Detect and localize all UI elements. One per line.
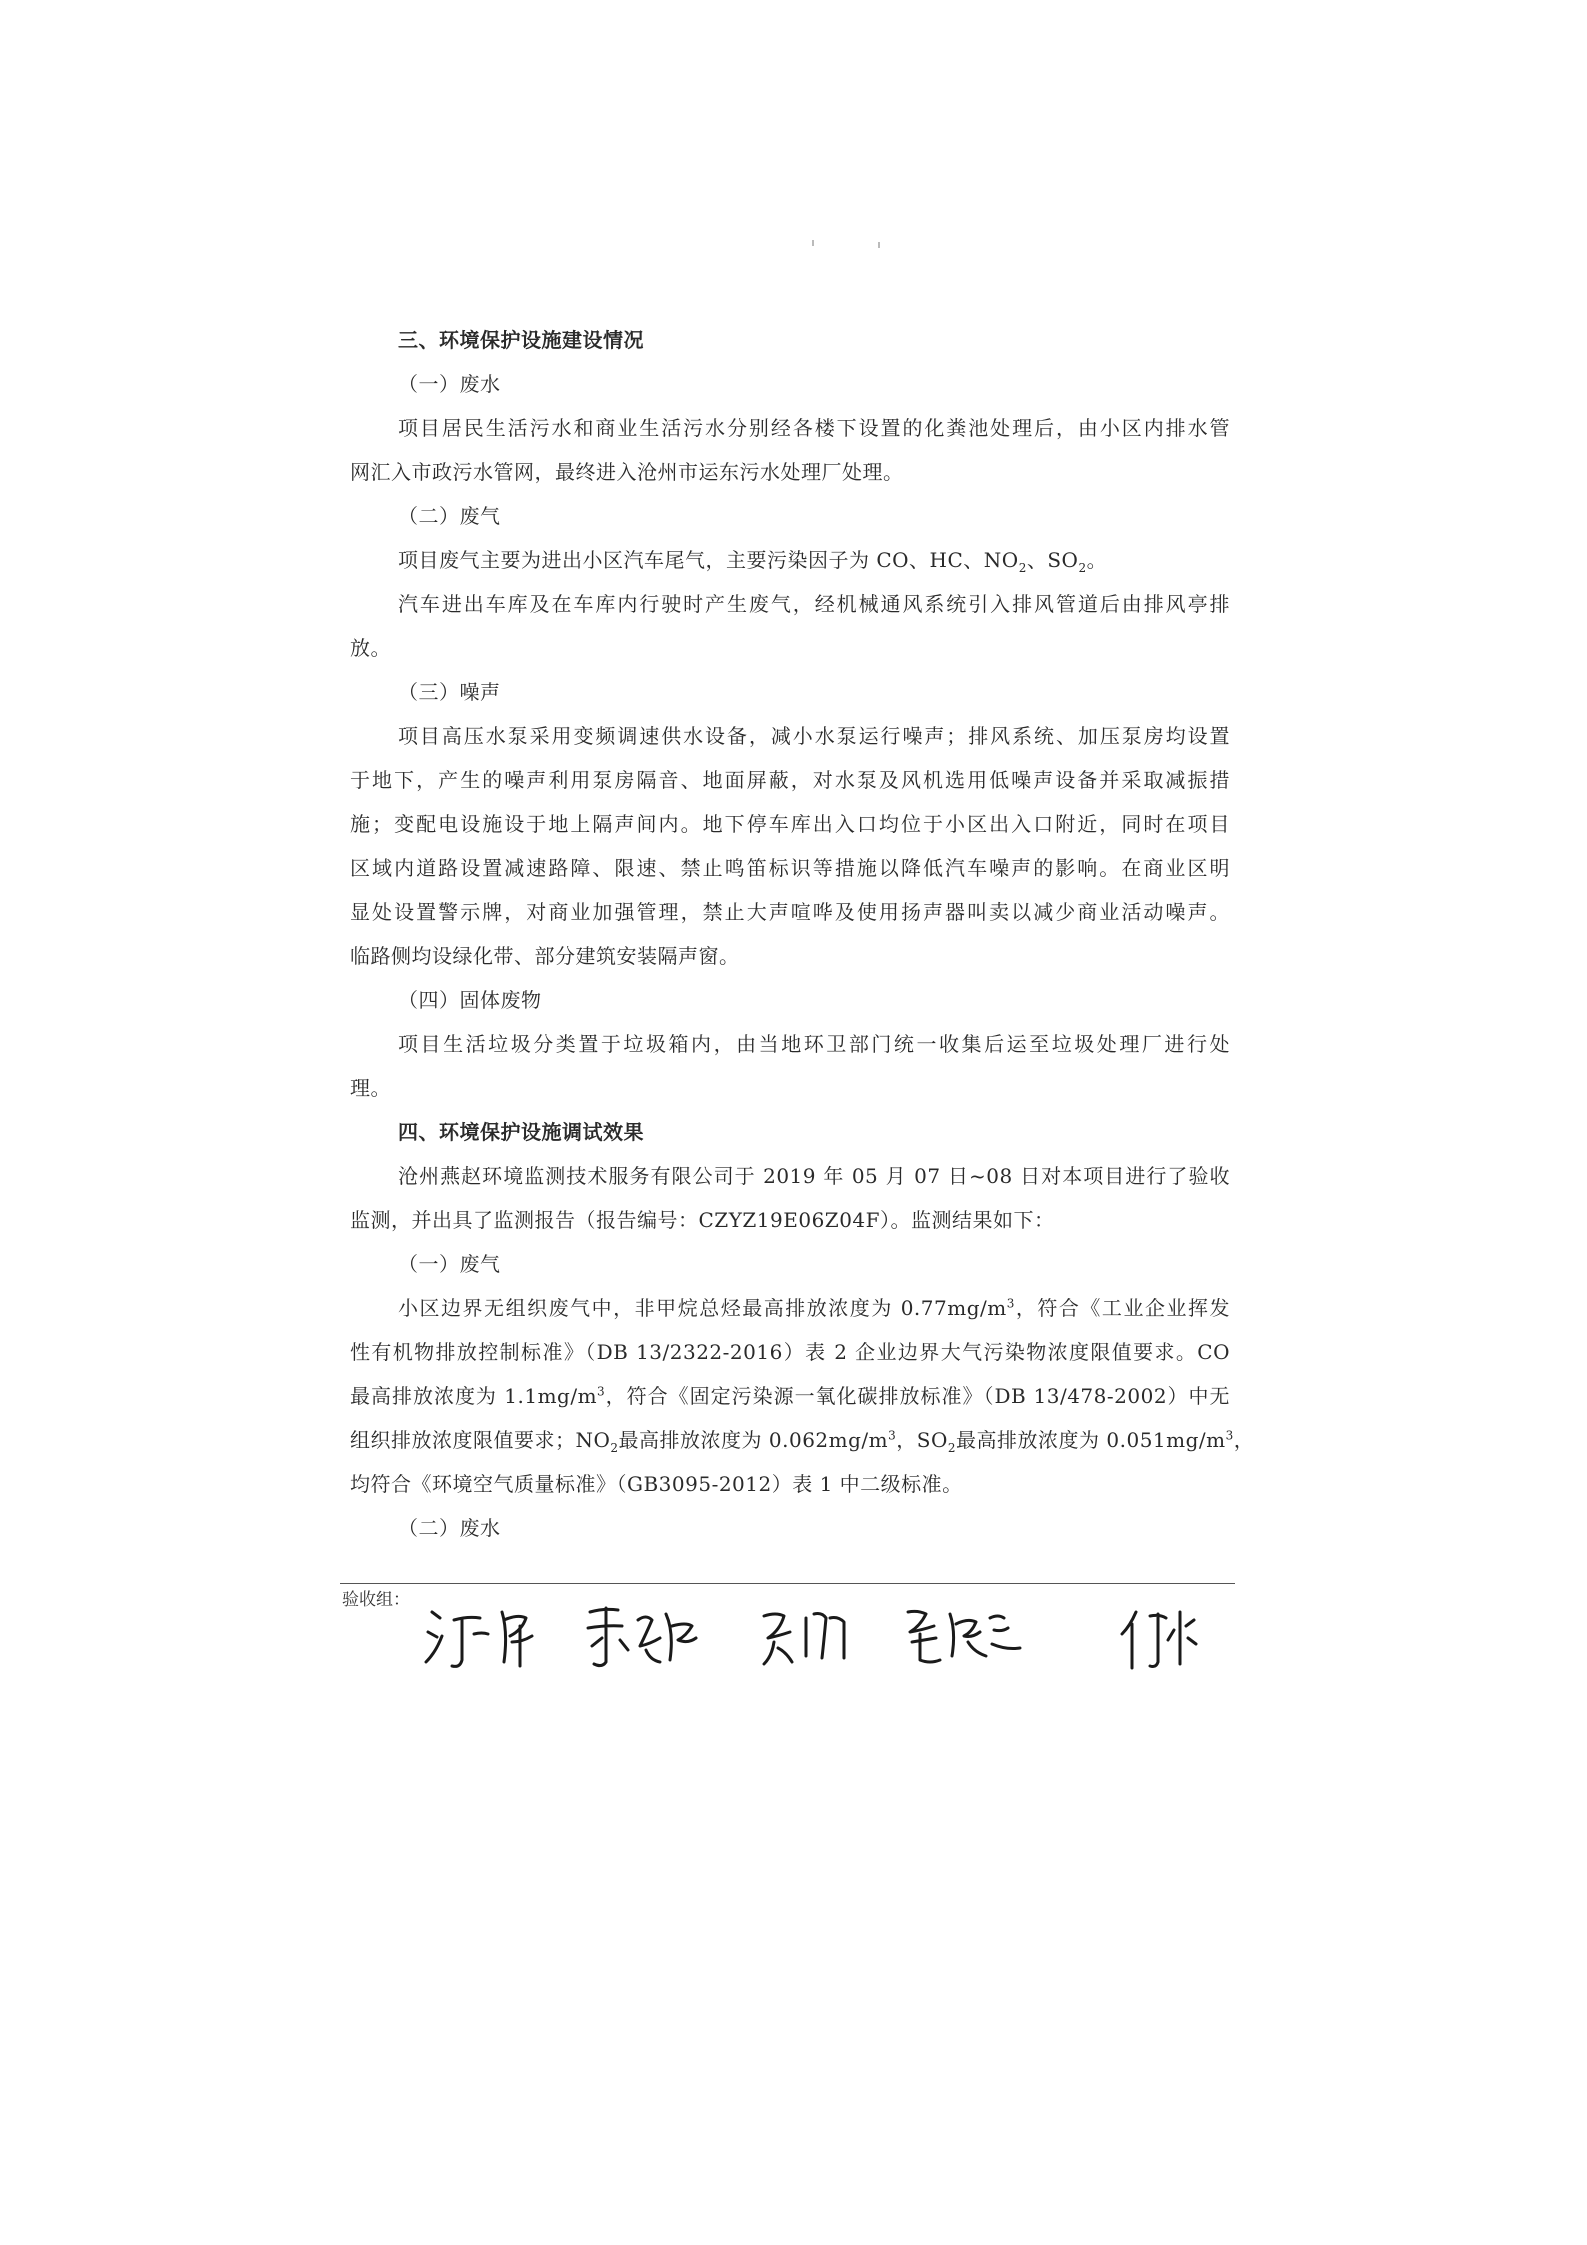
paragraph-line: 沧州燕赵环境监测技术服务有限公司于 2019 年 05 月 07 日~08 日对本项目进行了验收 xyxy=(398,1164,1230,1188)
subsection-wastewater: （一）废水 xyxy=(398,372,501,396)
signature-4 xyxy=(908,1611,1020,1662)
superscript: 3 xyxy=(597,1384,606,1399)
subsection-wastewater-results: （二）废水 xyxy=(398,1516,501,1540)
subscript: 2 xyxy=(1078,561,1087,575)
paragraph-line: 施；变配电设施设于地上隔声间内。地下停车库出入口均位于小区出入口附近，同时在项目 xyxy=(350,812,1230,836)
text-run: 最高排放浓度为 0.062mg/m xyxy=(618,1428,889,1452)
acceptance-group-label: 验收组： xyxy=(342,1590,410,1610)
signature-1 xyxy=(426,1612,532,1666)
superscript: 3 xyxy=(888,1428,897,1443)
subsection-exhaust-gas-results: （一）废气 xyxy=(398,1252,501,1276)
signature-2 xyxy=(588,1608,696,1666)
paragraph-line: 项目居民生活污水和商业生活污水分别经各楼下设置的化粪池处理后，由小区内排水管 xyxy=(398,416,1230,440)
paragraph-line: 放。 xyxy=(350,636,391,660)
paragraph-line: 性有机物排放控制标准》（DB 13/2322-2016）表 2 企业边界大气污染物浓度限值要求。CO xyxy=(350,1340,1230,1364)
text-run: 、SO xyxy=(1026,548,1079,572)
scan-artifact xyxy=(878,242,880,248)
paragraph-line: 显处设置警示牌，对商业加强管理，禁止大声喧哗及使用扬声器叫卖以减少商业活动噪声。 xyxy=(350,900,1230,924)
paragraph-line: 汽车进出车库及在车库内行驶时产生废气，经机械通风系统引入排风管道后由排风亭排 xyxy=(398,592,1230,616)
superscript: 3 xyxy=(1225,1428,1234,1443)
paragraph-line: 于地下，产生的噪声利用泵房隔音、地面屏蔽，对水泵及风机选用低噪声设备并采取减振措 xyxy=(350,768,1230,792)
text-run: 小区边界无组织废气中，非甲烷总烃最高排放浓度为 0.77mg/m xyxy=(398,1296,1007,1320)
text-run: ，符合《工业企业挥发 xyxy=(1014,1296,1231,1320)
text-run: 最高排放浓度为 0.051mg/m xyxy=(956,1428,1226,1452)
handwritten-signatures xyxy=(420,1590,1240,1680)
paragraph-line xyxy=(350,538,1230,582)
superscript: 3 xyxy=(1006,1296,1015,1311)
text-run: ，符合《固定污染源一氧化碳排放标准》（DB 13/478-2002）中无 xyxy=(605,1384,1231,1408)
text-run: 。 xyxy=(1086,548,1108,572)
footer-divider xyxy=(340,1583,1235,1584)
signature-5 xyxy=(1122,1612,1196,1668)
subsection-exhaust-gas: （二）废气 xyxy=(398,504,501,528)
paragraph-line: 理。 xyxy=(350,1076,391,1100)
scan-artifact xyxy=(812,240,814,246)
subscript: 2 xyxy=(1018,561,1027,575)
text-run: 组织排放浓度限值要求；NO xyxy=(350,1428,611,1452)
subscript: 2 xyxy=(947,1441,957,1455)
subsection-noise: （三）噪声 xyxy=(398,680,501,704)
subscript: 2 xyxy=(610,1441,619,1455)
subsection-solid-waste: （四）固体废物 xyxy=(398,988,542,1012)
paragraph-line xyxy=(350,1374,1230,1418)
paragraph-line xyxy=(350,1418,1255,1462)
paragraph-line: 均符合《环境空气质量标准》（GB3095-2012）表 1 中二级标准。 xyxy=(350,1472,963,1496)
text-run: ， xyxy=(1233,1428,1255,1452)
section-4-title: 四、环境保护设施调试效果 xyxy=(398,1120,644,1144)
paragraph-line xyxy=(350,1286,1230,1330)
paragraph-line: 网汇入市政污水管网，最终进入沧州市运东污水处理厂处理。 xyxy=(350,460,904,484)
text-run: 最高排放浓度为 1.1mg/m xyxy=(350,1384,598,1408)
text-run: 项目废气主要为进出小区汽车尾气，主要污染因子为 CO、HC、NO xyxy=(398,548,1019,572)
section-3-title: 三、环境保护设施建设情况 xyxy=(398,328,644,352)
paragraph-line: 项目高压水泵采用变频调速供水设备，减小水泵运行噪声；排风系统、加压泵房均设置 xyxy=(398,724,1230,748)
document-body xyxy=(350,318,1255,1550)
signature-3 xyxy=(764,1614,844,1665)
paragraph-line: 项目生活垃圾分类置于垃圾箱内，由当地环卫部门统一收集后运至垃圾处理厂进行处 xyxy=(398,1032,1230,1056)
paragraph-line: 监测，并出具了监测报告（报告编号：CZYZ19E06Z04F）。监测结果如下： xyxy=(350,1208,1055,1232)
paragraph-line: 临路侧均设绿化带、部分建筑安装隔声窗。 xyxy=(350,944,740,968)
paragraph-line: 区域内道路设置减速路障、限速、禁止鸣笛标识等措施以降低汽车噪声的影响。在商业区明 xyxy=(350,856,1230,880)
text-run: ，SO xyxy=(896,1428,948,1452)
